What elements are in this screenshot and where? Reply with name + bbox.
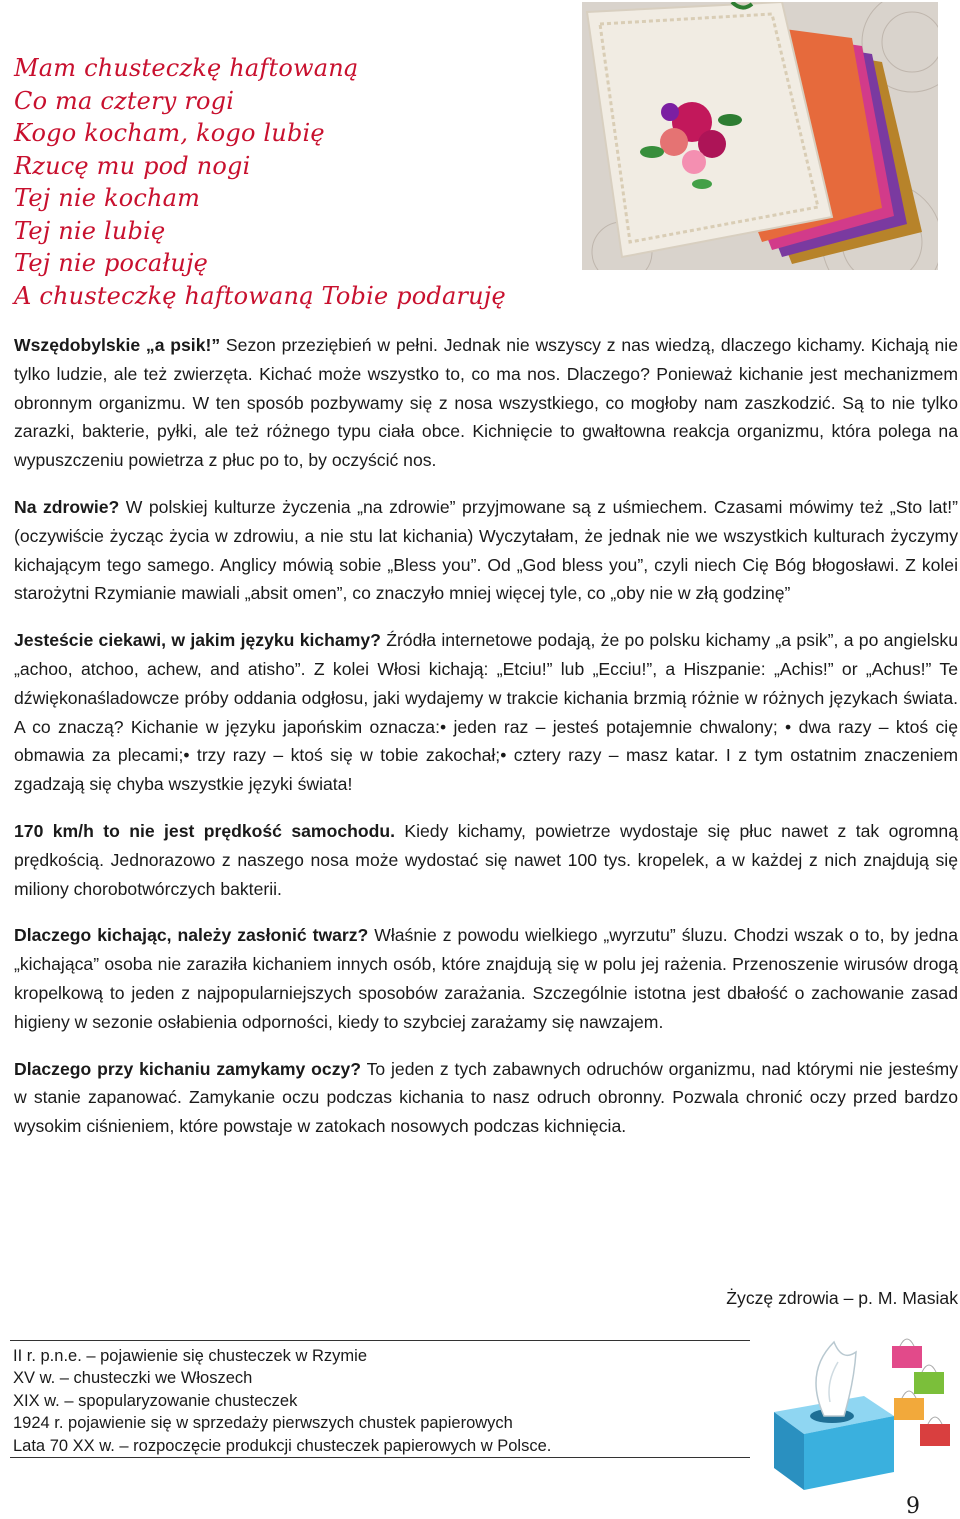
embroidered-handkerchief-photo xyxy=(582,2,938,270)
poem-line: Tej nie lubię xyxy=(14,216,166,245)
handkerchief-timeline xyxy=(10,1340,750,1458)
signature: Życzę zdrowia – p. M. Masiak xyxy=(726,1288,958,1308)
paragraph-text: Źródła internetowe podają, że po polsku kichamy „a psik”, a po angielsku „achoo, atchoo, achew, and atisho”. Z kolei Włosi kichają: „Etciu!” lub „Ecciu!”, a Hiszpanie: „Achis!” or „Achus!” Te dźwiękonaśladowcze próby oddania odgłosu, jaki wydajemy w trakcie kichania brzmią różnie w różnych językach świata. A co znaczą? Kichanie w języku japońskim oznacza:• jeden raz – jesteś potajemnie chwalony; • dwa razy – ktoś cię obmawia za plecami;• trzy razy – ktoś się w tobie zakochał;• cztery razy – masz katar. I z tym ostatnim znaczeniem zgadzają się chyba wszystkie języki świata! xyxy=(14,630,959,795)
timeline-item: XIX w. – spopularyzowanie chusteczek xyxy=(13,1391,298,1410)
paragraph-text: Właśnie z powodu wielkiego „wyrzutu” śluzu. Chodzi wszak o to, by jedna „kichająca” osoba nie zaraziła kichaniem innych osób, które znajdują się w polu jej rażenia. Przenoszenie wirusów drogą kropelkową to jeden z najpopularniejszych sposobów zarażania. Szczególnie istotna jest dbałość o zachowanie zasad higieny w sezonie osłabienia odporności, kiedy to szybciej zarażamy się nawzajem. xyxy=(14,925,958,1032)
poem-line: Rzucę mu pod nogi xyxy=(14,151,251,180)
paragraph-text: To jeden z tych zabawnych odruchów organizmu, nad którymi nie jesteśmy w stanie zapanować. Zamykanie oczu podczas kichania to nasz odruch obronny. Pozwala chronić oczy przed bardzo wysokim ciśnieniem, które powstaje w zatokach nosowych podczas kichnięcia. xyxy=(14,1058,958,1137)
paragraph-languages xyxy=(14,626,958,799)
poem-line: Co ma cztery rogi xyxy=(14,86,235,115)
paragraph-heading: Jesteście ciekawi, w jakim języku kichamy? xyxy=(14,630,381,651)
paragraph-sneezing xyxy=(14,331,958,475)
small-tissue-box-icon xyxy=(892,1339,950,1446)
poem-line: Kogo kocham, kogo lubię xyxy=(14,119,325,147)
page-number: 9 xyxy=(906,1494,920,1519)
poem-line: Tej nie kocham xyxy=(14,184,201,212)
poem-line: Mam chusteczkę haftowaną xyxy=(14,54,359,82)
article-body xyxy=(14,331,958,1159)
poem-line: A chusteczkę haftowaną Tobie podaruję xyxy=(14,281,506,310)
paragraph-text: W polskiej kulturze życzenia „na zdrowie” przyjmowane są z uśmiechem. Czasami mówimy też „Sto lat!” (oczywiście życząc życia w zdrowiu, a nie stu lat kichania) Wyczytałam, że jednak nie we wszystkich kulturach życzymy kichającym tego samego. Anglicy mówią sobie „Bless you”. Od „God bless you”, czyli niech Cię Bóg błogosławi. Z kolei starożytni Rzymianie mawiali „absit omen”, co znaczyło mniej więcej tyle, co „oby nie w złą godzinę” xyxy=(14,496,958,604)
paragraph-cover-face xyxy=(14,921,958,1036)
timeline-item: XV w. – chusteczki we Włoszech xyxy=(13,1369,253,1388)
paragraph-heading: Dlaczego kichając, należy zasłonić twarz? xyxy=(14,925,369,946)
paragraph-text: Kiedy kichamy, powietrze wydostaje się płuc nawet z tak ogromną prędkością. Jednorazowo z naszego nosa może wydostać się nawet 100 tys. kropelek, a w każdej z nich znajdują się miliony chorobotwórczych bakterii. xyxy=(14,820,959,899)
poem-line: Tej nie pocałuję xyxy=(14,249,209,277)
paragraph-heading: Na zdrowie? xyxy=(14,496,120,517)
paragraph-bless-you xyxy=(14,493,958,608)
paragraph-heading: Dlaczego przy kichaniu zamykamy oczy? xyxy=(14,1058,362,1079)
poem xyxy=(14,52,574,312)
timeline-item: Lata 70 XX w. – rozpoczęcie produkcji chusteczek papierowych w Polsce. xyxy=(13,1436,552,1455)
paragraph-heading: Wszędobylskie „a psik!” xyxy=(14,335,221,355)
paragraph-speed xyxy=(14,817,958,903)
tissue-box-illustration xyxy=(764,1332,960,1494)
paragraph-closed-eyes xyxy=(14,1055,958,1141)
timeline-item: 1924 r. pojawienie się w sprzedaży pierwszych chustek papierowych xyxy=(13,1414,513,1433)
paragraph-heading: 170 km/h to nie jest prędkość samochodu. xyxy=(14,820,395,841)
paragraph-text: Sezon przeziębień w pełni. Jednak nie wszyscy z nas wiedzą, dlaczego kichamy. Kichają nie tylko ludzie, ale też zwierzęta. Kichać może wszystko to, co ma nos. Dlaczego? Ponieważ kichanie jest mechanizmem obronnym organizmu. W ten sposób pozbywamy się z nosa wszystkiego, co mogłoby nam zaszkodzić. Są to nie tylko zarazki, bakterie, pyłki, ale też różnego typu ciała obce. Kichnięcie to gwałtowna reakcja organizmu, która polega na wypuszczeniu powietrza z płuc po to, by oczyścić nos. xyxy=(14,335,958,471)
timeline-item: II r. p.n.e. – pojawienie się chusteczek w Rzymie xyxy=(13,1347,367,1365)
